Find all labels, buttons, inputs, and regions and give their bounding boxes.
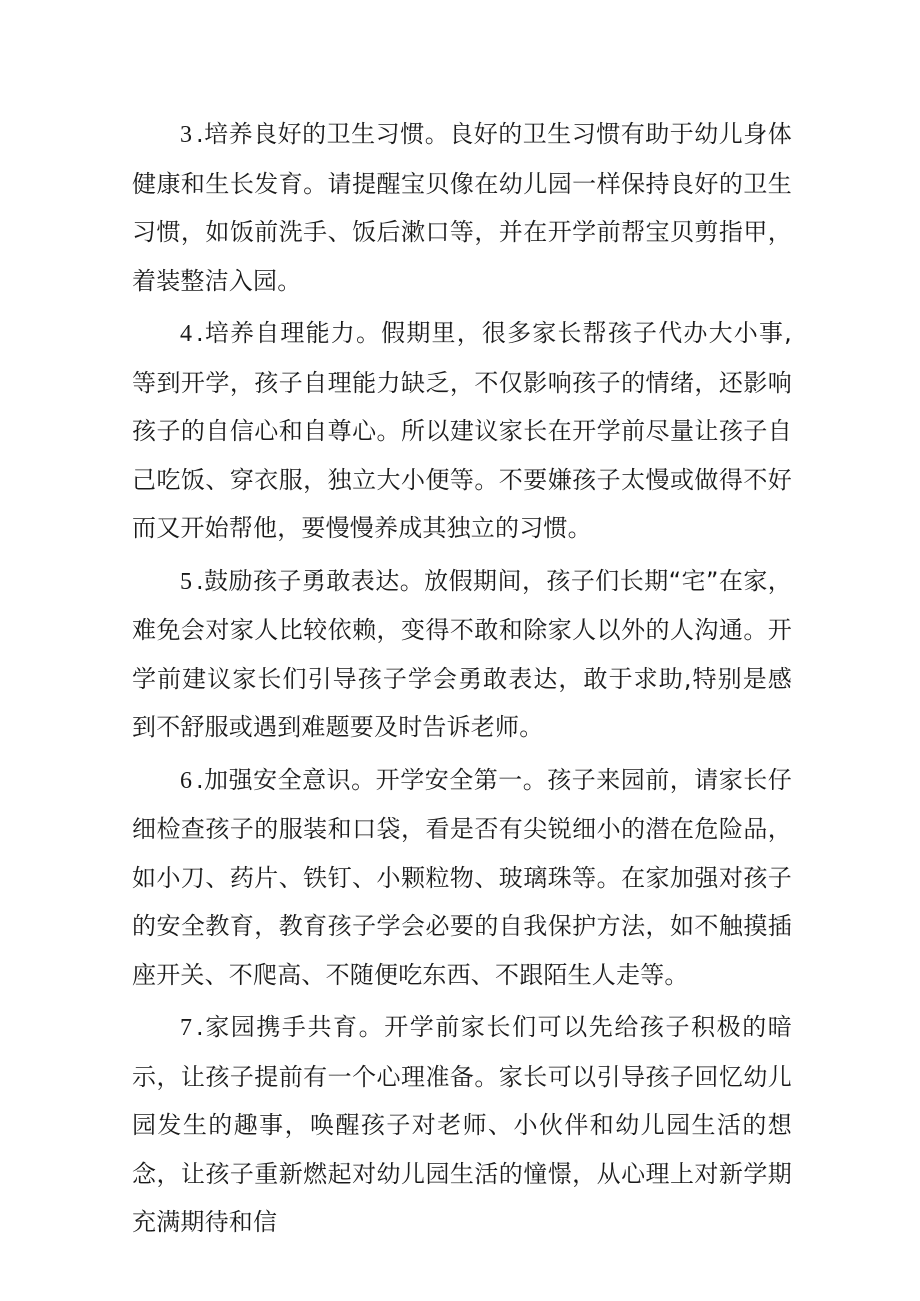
paragraph-number: 4 [180, 321, 196, 347]
paragraph-4 [132, 309, 792, 553]
paragraph-number: 5 [180, 568, 196, 595]
paragraph-number: 3 [180, 122, 196, 148]
paragraph-text: .加强安全意识。开学安全第一。孩子来园前，请家长仔细检查孩子的服装和口袋，看是否有尖锐细小的潜在危险品，如小刀、药片、铁钉、小颗粒物、玻璃珠等。在家加强对孩子的安全教育，教育孩子学会必要的自我保护方法，如不触摸插座开关、不爬高、不随便吃东西、不跟陌生人走等。 [132, 765, 792, 989]
document-body [132, 110, 792, 1251]
paragraph-text: .培养自理能力。假期里，很多家长帮孩子代办大小事,等到开学，孩子自理能力缺乏，不仅影响孩子的情绪，还影响孩子的自信心和自尊心。所以建议家长在开学前尽量让孩子自己吃饭、穿衣服，独立大小便等。不要嫌孩子太慢或做得不好而又开始帮他，要慢慢养成其独立的习惯。 [132, 319, 792, 542]
paragraph-text: .鼓励孩子勇敢表达。放假期间，孩子们长期“宅”在家，难免会对家人比较依赖，变得不敢和除家人以外的人沟通。开学前建议家长们引导孩子学会勇敢表达，敢于求助,特别是感到不舒服或遇到难题要及时告诉老师。 [132, 566, 792, 741]
paragraph-number: 6 [180, 767, 196, 794]
paragraph-7 [132, 1003, 792, 1247]
paragraph-3 [132, 110, 792, 305]
paragraph-text: .家园携手共育。开学前家长们可以先给孩子积极的暗示，让孩子提前有一个心理准备。家长可以引导孩子回忆幼儿园发生的趣事，唤醒孩子对老师、小伙伴和幼儿园生活的想念，让孩子重新燃起对幼儿园生活的憧憬，从心理上对新学期充满期待和信 [132, 1013, 792, 1236]
paragraph-text: .培养良好的卫生习惯。良好的卫生习惯有助于幼儿身体健康和生长发育。请提醒宝贝像在幼儿园一样保持良好的卫生习惯，如饭前洗手、饭后漱口等，并在开学前帮宝贝剪指甲，着装整洁入园。 [132, 120, 792, 295]
paragraph-6 [132, 756, 792, 1000]
paragraph-number: 7 [180, 1015, 196, 1041]
paragraph-5 [132, 557, 792, 752]
